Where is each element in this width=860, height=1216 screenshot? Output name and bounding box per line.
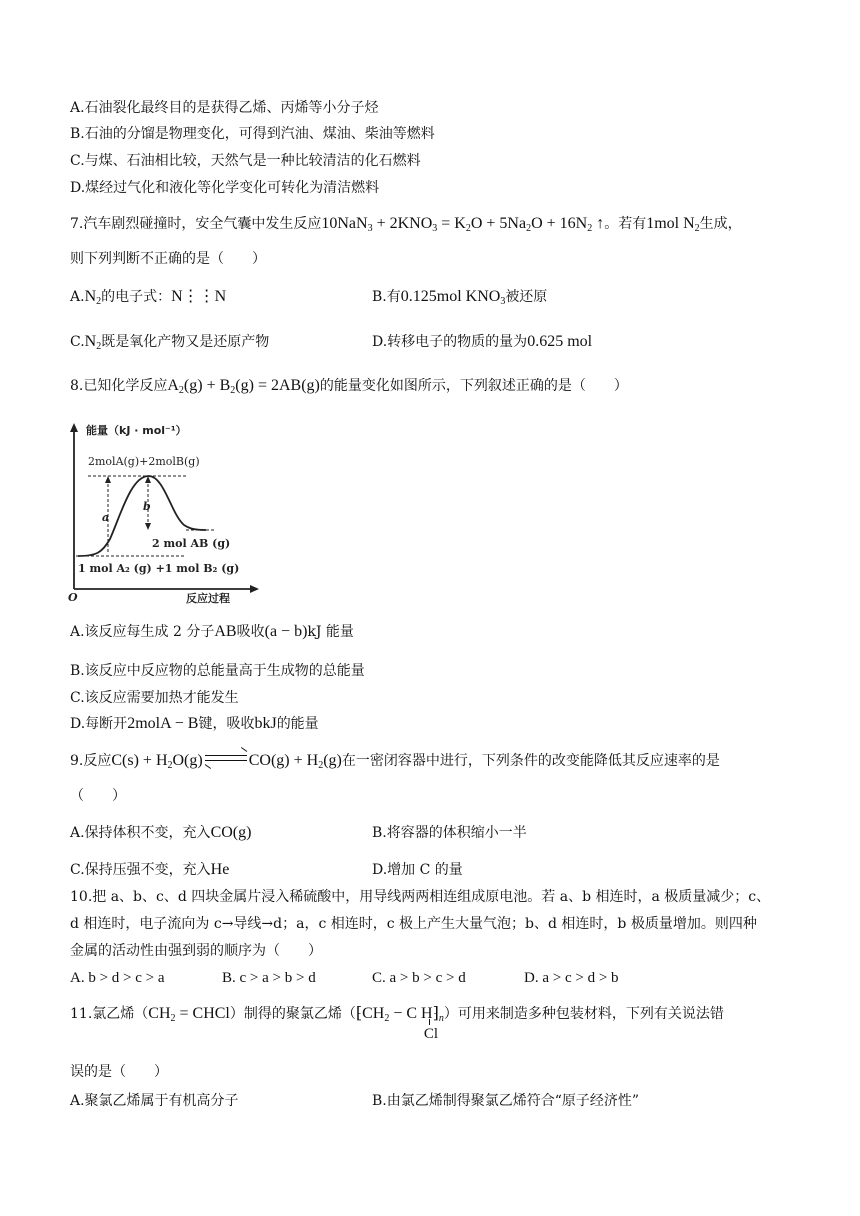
- q9-stem-prefix: 反应: [83, 753, 112, 769]
- option-text: 的电子式：: [101, 289, 172, 305]
- pvc-formula: [355, 1004, 444, 1042]
- origin-label: O: [68, 591, 78, 604]
- eq-sub: 2: [167, 760, 173, 771]
- q8-option-a: [70, 622, 354, 642]
- eq-sub: 2: [318, 760, 324, 771]
- q8-equation: [167, 377, 319, 394]
- eq-sub: 2: [587, 223, 593, 234]
- eq-term: 10NaN: [321, 215, 368, 232]
- eq-sub: 2: [230, 385, 236, 396]
- q8-option-c: C.该反应需要加热才能发生: [70, 690, 239, 706]
- kno3-amount: [401, 288, 506, 305]
- eq-term: (g): [323, 752, 342, 769]
- option-prefix: C.保持压强不变，充入: [70, 862, 211, 878]
- vinyl-chloride-formula: [148, 1005, 230, 1022]
- co-formula: CO(g): [210, 824, 252, 841]
- n-symbol: N: [84, 288, 97, 305]
- option-text: 键，吸收: [198, 716, 255, 732]
- option-text: 的能量: [276, 716, 319, 732]
- q6-option-d: D.煤经过气化和液化等化学变化可转化为清洁燃料: [70, 180, 380, 196]
- option-text: 被还原: [505, 289, 548, 305]
- energy-expression: (a − b): [264, 623, 308, 640]
- q7-equation: [321, 215, 604, 232]
- q11-stem-prefix: 氯乙烯（: [92, 1006, 149, 1022]
- y-axis-label: 能量（kJ · mol⁻¹）: [86, 424, 187, 437]
- q7-option-d: [372, 332, 592, 352]
- x-axis-arrowhead: [250, 585, 259, 593]
- q10-option-d: D. a > c > d > b: [524, 970, 619, 986]
- eq-term: A: [167, 377, 179, 394]
- eq-term: O + 16N: [531, 215, 588, 232]
- eq-term: C(s) + H: [111, 752, 168, 769]
- energy-value: bkJ: [254, 715, 277, 732]
- q10-stem-line1: 10.把 a、b、c、d 四块金属片浸入稀硫酸中，用导线两两相连组成原电池。若 a、b 相连时，a 极质量减少；c、: [70, 889, 771, 905]
- q9-option-d: D.增加 C 的量: [372, 862, 463, 878]
- eq-term: (g) = 2AB(g): [235, 377, 320, 394]
- q8-option-b: B.该反应中反应物的总能量高于生成物的总能量: [70, 663, 365, 679]
- q6-option-b: B.石油的分馏是物理变化，可得到汽油、煤油、柴油等燃料: [70, 126, 435, 142]
- eq-term: + 2KNO: [372, 215, 433, 232]
- electron-amount: 0.625 mol: [527, 333, 593, 350]
- eq-sub: 2: [465, 223, 471, 234]
- ab-formula: AB: [214, 623, 237, 640]
- eq-sub: 3: [367, 223, 373, 234]
- formula-sub: 2: [384, 1013, 390, 1024]
- eq-term: = K: [437, 215, 466, 232]
- q7-option-a: [70, 287, 226, 312]
- q8-number: 8.: [70, 378, 84, 394]
- q7-option-b: [372, 287, 547, 312]
- q7-stem-mid: 。若有: [604, 216, 647, 232]
- a-label: a: [102, 511, 110, 524]
- n-sub: 2: [96, 341, 102, 352]
- energy-diagram-svg: [66, 419, 262, 605]
- eq-sub: 2: [526, 223, 532, 234]
- q10-stem-line3: 金属的活动性由强到弱的顺序为（ ）: [70, 943, 322, 959]
- formula-text: CH: [148, 1005, 171, 1022]
- q11-option-a: A.聚氯乙烯属于有机高分子: [70, 1093, 239, 1109]
- q7-stem-end: 生成，: [699, 216, 742, 232]
- q9-option-b: B.将容器的体积缩小一半: [372, 825, 527, 841]
- option-text: D.转移电子的物质的量为: [372, 334, 528, 350]
- eq-sub: 2: [178, 385, 184, 396]
- q7-stem: [70, 214, 742, 239]
- q10-option-a: A. b > d > c > a: [70, 970, 165, 986]
- q11-stem-mid: ）制得的聚氯乙烯（: [229, 1006, 356, 1022]
- eq-term: CO(g) + H: [248, 752, 319, 769]
- mol-text: 1mol N: [646, 215, 695, 232]
- q9-stem: [70, 751, 720, 776]
- n2-formula: [85, 333, 102, 350]
- reactant-label: 1 mol A₂ (g) +1 mol B₂ (g): [78, 562, 240, 575]
- option-prefix: D.每断开: [70, 716, 128, 732]
- q7-stem-line2: 则下列判断不正确的是（ ）: [70, 251, 266, 267]
- q11-number: 11.: [70, 1006, 93, 1022]
- eq-term: O + 5Na: [470, 215, 527, 232]
- amount-text: 0.125mol KNO: [400, 288, 501, 305]
- option-text: 既是氧化产物又是还原产物: [101, 334, 270, 350]
- option-prefix: A.该反应每生成 2 分子: [70, 624, 215, 640]
- formula-sub: 2: [170, 1013, 176, 1024]
- q11-option-b: B.由氯乙烯制得聚氯乙烯符合“原子经济性”: [372, 1093, 640, 1109]
- q9-equation: [111, 752, 341, 769]
- option-text: 吸收: [236, 624, 265, 640]
- option-text: kJ 能量: [307, 624, 354, 640]
- eq-term: O(g): [172, 752, 203, 769]
- y-axis-arrowhead: [70, 423, 78, 432]
- chlorine-substituent: Cl: [423, 1026, 439, 1042]
- he-formula: He: [210, 861, 230, 878]
- q10-stem-line2: d 相连时，电子流向为 c→导线→d；a，c 相连时，c 极上产生大量气泡；b、d 相连时，b 极质量增加。则四种: [70, 916, 757, 932]
- equilibrium-arrow-icon: [205, 752, 247, 764]
- polymer-n: n: [438, 1013, 444, 1024]
- formula-text: = CHCl: [175, 1005, 230, 1022]
- bond-expression: 2molA − B: [127, 715, 199, 732]
- b-label: b: [143, 500, 151, 513]
- top-level-label: 2molA(g)+2molB(g): [88, 455, 200, 468]
- mol-sub: 2: [694, 223, 700, 234]
- formula-text: − C H⁆: [389, 1005, 439, 1022]
- n-sub: 2: [96, 296, 102, 307]
- q7-option-c: [70, 332, 269, 357]
- q7-number: 7.: [70, 216, 84, 232]
- q6-option-c: C.与煤、石油相比较，天然气是一种比较清洁的化石燃料: [70, 153, 421, 169]
- a-arrow-head: [105, 476, 111, 483]
- b-arrow-head-down: [145, 523, 151, 530]
- eq-term: (g) + B: [183, 377, 231, 394]
- option-prefix: B.有: [372, 289, 401, 305]
- q9-stem-line2: （ ）: [70, 788, 126, 804]
- q8-stem-prefix: 已知化学反应: [83, 378, 168, 394]
- q7-mol: [646, 215, 699, 232]
- n2-formula: [85, 288, 102, 305]
- formula-text: ⁅CH: [355, 1005, 385, 1022]
- q10-option-b: B. c > a > b > d: [222, 970, 316, 986]
- gas-arrow: ↑: [592, 215, 605, 232]
- amount-sub: 3: [500, 296, 506, 307]
- q9-number: 9.: [70, 753, 84, 769]
- q9-option-c: [70, 860, 229, 880]
- q10-option-c: C. a > b > c > d: [372, 970, 466, 986]
- q11-stem: [70, 1004, 724, 1042]
- eq-sub: 3: [432, 223, 438, 234]
- energy-diagram: [66, 419, 262, 605]
- q9-option-a: [70, 823, 251, 843]
- q8-stem: [70, 376, 628, 401]
- x-axis-label: 反应过程: [186, 592, 230, 605]
- product-label: 2 mol AB (g): [152, 537, 231, 550]
- q8-stem-end: 的能量变化如图所示，下列叙述正确的是（ ）: [319, 378, 628, 394]
- q11-stem-end: ）可用来制造多种包装材料，下列有关说法错: [443, 1006, 724, 1022]
- q7-stem-prefix: 汽车剧烈碰撞时，安全气囊中发生反应: [83, 216, 322, 232]
- option-prefix: C.: [70, 334, 85, 350]
- option-prefix: A.: [70, 289, 85, 305]
- q11-stem-line2: 误的是（ ）: [70, 1064, 168, 1080]
- n-symbol: N: [84, 333, 97, 350]
- q6-option-a: A.石油裂化最终目的是获得乙烯、丙烯等小分子烃: [70, 100, 379, 116]
- electron-formula: N⋮⋮N: [171, 288, 227, 305]
- q8-option-d: [70, 714, 319, 734]
- q9-stem-end: 在一密闭容器中进行，下列条件的改变能降低其反应速率的是: [341, 753, 720, 769]
- option-prefix: A.保持体积不变，充入: [70, 825, 211, 841]
